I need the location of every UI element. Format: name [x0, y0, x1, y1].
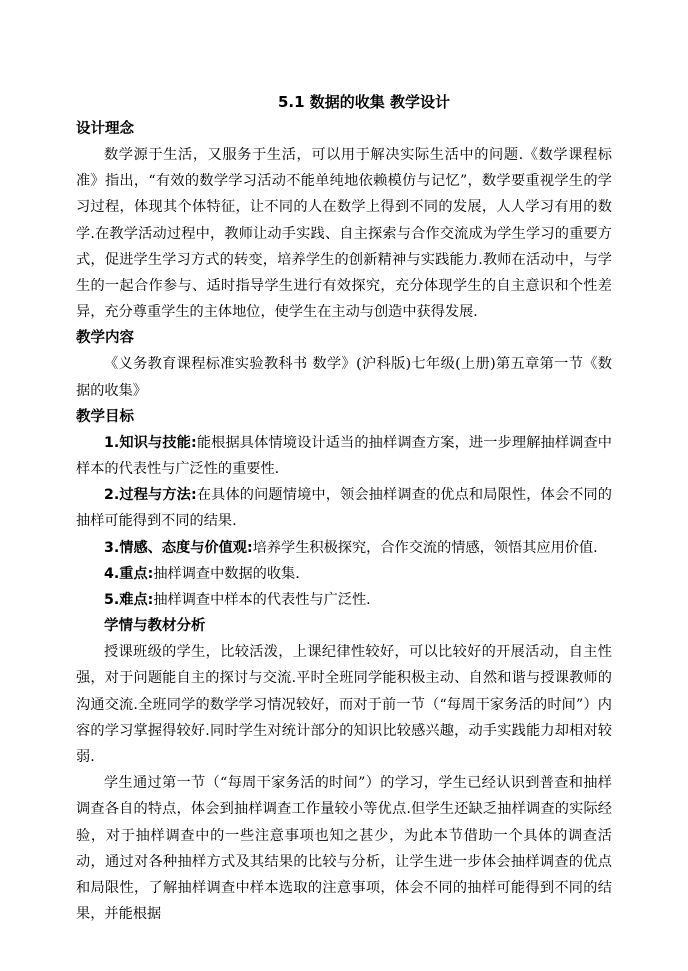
goal-text: 在具体的问题情境中，领会抽样调查的优点和局限性，体会不同的抽样可能得到不同的结果.: [76, 487, 612, 530]
goal-text: 抽样调查中样本的代表性与广泛性.: [153, 592, 371, 609]
goal-label: 5.难点:: [104, 592, 154, 609]
goal-text: 能根据具体情境设计适当的抽样调查方案，进一步理解抽样调查中样本的代表性与广泛性的重要性.: [76, 434, 612, 478]
paragraph-student-analysis-1: 授课班级的学生，比较活泼，上课纪律性较好，可以比较好的开展活动，自主性强，对于问题能自主的探讨与交流.平时全班同学能积极主动、自然和谐与授课教师的沟通交流.全班同学的数学学习情况较好，而对于前一节（“每周干家务活的时间”）内容的学习掌握得较好.同时学生对统计部分的知识比较感兴趣，动手实践能力却相对较弱.: [76, 644, 612, 766]
goal-label: 2.过程与方法:: [104, 487, 197, 504]
paragraph-student-analysis-2: 学生通过第一节（“每周干家务活的时间”）的学习，学生已经认识到普查和抽样调查各自的特点，体会到抽样调查工作量较小等优点.但学生还缺乏抽样调查的实际经验，对于抽样调查中的一些注意事项也知之甚少，为此本节借助一个具体的调查活动，通过对各种抽样方式及其结果的比较与分析，让学生进一步体会抽样调查的优点和局限性，了解抽样调查中样本选取的注意事项，体会不同的抽样可能得到不同的结果，并能根据: [76, 775, 612, 923]
goal-item-key-point: [76, 561, 612, 587]
heading-design-concept: 设计理念: [76, 121, 134, 137]
goal-text: 培养学生积极探究，合作交流的情感，领悟其应用价值.: [252, 539, 598, 556]
goal-item-attitude: [76, 535, 612, 561]
goal-label: 1.知识与技能:: [104, 434, 197, 451]
paragraph-teaching-content: 《义务教育课程标准实验教科书 数学》(沪科版)七年级(上册)第五章第一节《数据的收集》: [76, 356, 612, 399]
heading-teaching-goals: 教学目标: [76, 408, 134, 425]
goal-label: 3.情感、态度与价值观:: [104, 539, 253, 556]
paragraph-design-concept: 数学源于生活，又服务于生活，可以用于解决实际生活中的问题.《数学课程标准》指出，“有效的数学学习活动不能单纯地依赖模仿与记忆”，数学要重视学生的学习过程，体现其个体特征，让不同的人在数学上得到不同的发展，人人学习有用的数学.在教学活动过程中，教师让动手实践、自主探索与合作交流成为学生学习的重要方式，促进学生学习方式的转变，培养学生的创新精神与实践能力.教师在活动中，与学生的一起合作参与、适时指导学生进行有效探究，充分体现学生的自主意识和个性差异，充分尊重学生的主体地位，使学生在主动与创造中获得发展.: [76, 147, 612, 321]
goal-item-knowledge: [76, 430, 612, 482]
document-title: 5.1 数据的收集 教学设计: [277, 93, 451, 111]
goal-text: 抽样调查中数据的收集.: [153, 565, 300, 582]
goal-item-process: [76, 482, 612, 534]
document-page: [76, 88, 612, 927]
goal-label: 4.重点:: [104, 565, 154, 582]
heading-teaching-content: 教学内容: [76, 330, 134, 347]
heading-student-analysis: 学情与教材分析: [104, 618, 206, 635]
goal-item-difficulty: [76, 587, 612, 613]
